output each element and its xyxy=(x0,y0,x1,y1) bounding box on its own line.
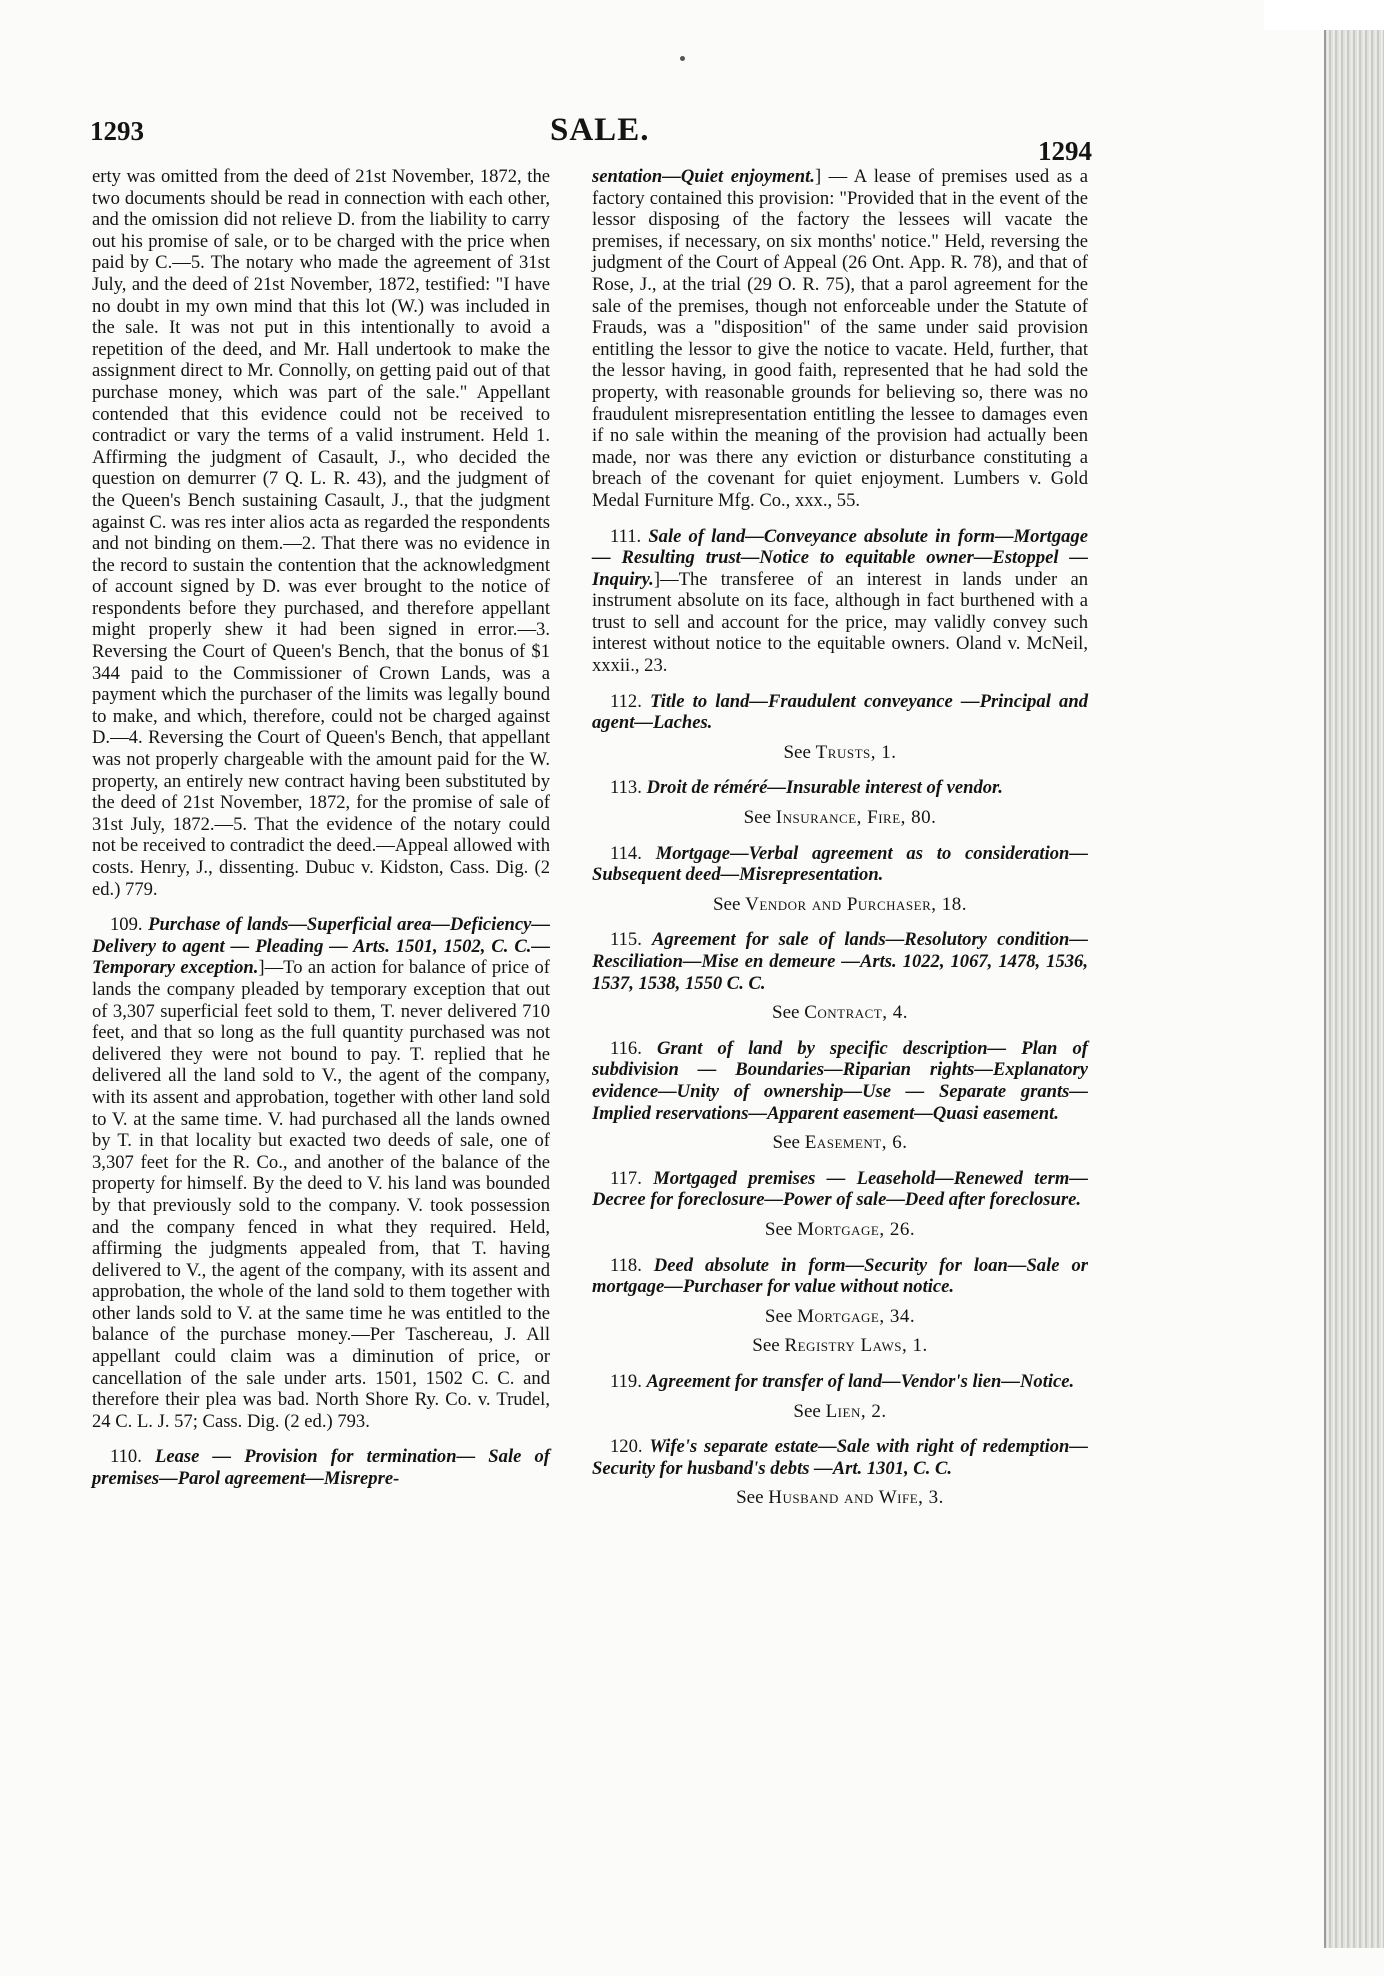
see-prefix: See xyxy=(772,1002,800,1024)
entry-number: 109. xyxy=(110,914,143,936)
entry-112 xyxy=(592,691,1088,734)
cross-reference xyxy=(592,1335,1088,1357)
entry-120 xyxy=(592,1436,1088,1479)
entry-number: 111. xyxy=(610,525,642,547)
entry-heading: Lease — Provision for termination— Sale of premises—Parol agreement—Misrepre- xyxy=(92,1446,550,1490)
entry-114 xyxy=(592,843,1088,886)
ink-speck xyxy=(680,56,685,61)
see-prefix: See xyxy=(764,1305,793,1327)
cross-reference xyxy=(592,1002,1088,1024)
cross-reference xyxy=(592,894,1088,916)
entry-text: ]—To an action for balance of price of lands the company pleaded by temporary exception that out of 3,307 superficial feet sold to them, T. never delivered 710 feet, and that so long as the full quantity purchased was not delivered they were not bound to pay. T. replied that he delivered all the land sold to V., the agent of the company, with its assent and approbation, together with other land sold to V. at the same time. V. had purchased all the lands owned by T. in that locality but exacted two deeds of sale, one of 3,307 feet for the R. Co., and another of the balance of the property for himself. By the deed to V. his land was bounded by that previously sold to the company. V. took possession and the company fenced in what they required. Held, affirming the judgments appealed from, that T. having delivered to V., the agent of the company, with its assent and approbation, the whole of the land sold to them together with other lands sold to V. at the same time he was entitled to the balance of the purchase money.—Per Taschereau, J. All appellant could claim was a diminution of price, or cancellation of the sale under arts. 1501, 1502 C. C. and therefore their plea was bad. North Shore Ry. Co. v. Trudel, 24 C. L. J. 57; Cass. Dig. (2 ed.) 793. xyxy=(92,957,550,1432)
running-head: SALE. xyxy=(550,112,650,148)
entry-113 xyxy=(592,777,1088,799)
see-prefix: See xyxy=(772,1132,800,1154)
entry-heading: Title to land—Fraudulent conveyance —Principal and agent—Laches. xyxy=(592,690,1088,734)
see-prefix: See xyxy=(764,1218,793,1240)
entry-heading: Droit de réméré—Insurable interest of vendor. xyxy=(646,777,1003,799)
see-ref: Easement, 6. xyxy=(804,1132,908,1154)
entry-number: 117. xyxy=(610,1167,642,1189)
entry-heading: Agreement for sale of lands—Resolutory condition—Resciliation—Mise en demeure —Arts. 1022, 1067, 1478, 1536, 1537, 1538, 1550 C. C. xyxy=(592,929,1088,994)
entry-number: 118. xyxy=(610,1254,642,1276)
see-ref: Insurance, Fire, 80. xyxy=(775,807,937,829)
see-prefix: See xyxy=(793,1400,821,1422)
entry-text: ] — A lease of premises used as a factory contained this provision: "Provided that in the event of the lessor disposing of the factory the lessees will vacate the premises, if necessary, on six months' notice." Held, reversing the judgment of the Court of Appeal (26 Ont. App. R. 78), and that of Rose, J., at the trial (29 O. R. 75), that a parol agreement for the sale of the premises, though not enforceable under the Statute of Frauds, was a "disposition" of the same under said provision entitling the lessor to give the notice to vacate. Held, further, that the lessor having, in good faith, represented that he had sold the property, with reasonable grounds for believing so, there was no fraudulent misrepresentation entitling the lessee to damages even if no sale within the meaning of the provision had actually been made, nor was there any eviction or disturbance constituting a breach of the covenant for quiet enjoyment. Lumbers v. Gold Medal Furniture Mfg. Co., xxx., 55. xyxy=(592,166,1088,511)
see-prefix: See xyxy=(752,1335,780,1357)
entry-heading: Sale of land—Conveyance absolute in form—Mortgage — Resulting trust—Notice to equitable owner—Estoppel — Inquiry. xyxy=(592,525,1088,590)
entry-heading: Agreement for transfer of land—Vendor's lien—Notice. xyxy=(646,1370,1075,1392)
entry-text: ]—The transferee of an interest in lands under an instrument absolute on its face, although in fact burthened with a trust to sell and account for the price, may validly convey such interest without notice to the equitable owners. Oland v. McNeil, xxxii., 23. xyxy=(592,568,1088,677)
entry-number: 113. xyxy=(610,777,642,799)
entry-number: 114. xyxy=(610,842,642,864)
see-ref: Trusts, 1. xyxy=(815,741,897,763)
page-header xyxy=(90,112,1092,166)
entry-115 xyxy=(592,929,1088,994)
entry-119 xyxy=(592,1371,1088,1393)
entry-117 xyxy=(592,1168,1088,1211)
page-edge-stack xyxy=(1324,28,1384,1948)
cross-reference xyxy=(592,1401,1088,1423)
entry-number: 119. xyxy=(610,1370,642,1392)
entry-heading: Mortgaged premises — Leasehold—Renewed term—Decree for foreclosure—Power of sale—Deed after foreclosure. xyxy=(592,1167,1088,1211)
entry-108-continuation: erty was omitted from the deed of 21st November, 1872, the two documents should be read in connection with each other, and the omission did not relieve D. from the liability to carry out his promise of sale, or to be charged with the price when paid by C.—5. The notary who made the agreement of 31st July, and the deed of 21st November, 1872, testified: "I have no doubt in my own mind that this lot (W.) was included in the sale. It was not put in this intentionally to avoid a repetition of the deed, and Mr. Hall undertook to make the assignment direct to Mr. Connolly, on getting paid out of that purchase money, which was part of the sale." Appellant contended that this evidence could not be received to contradict or vary the terms of a valid instrument. Held 1. Affirming the judgment of Casault, J., who decided the question on demurrer (7 Q. L. R. 43), and the judgment of the Queen's Bench sustaining Casault, J., that the judgment against C. was res inter alios acta as regarded the respondents and not binding on them.—2. That there was no evidence in the record to sustain the contention that the acknowledgment of account signed by D. was ever brought to the notice of respondents before they purchased, and therefore appellant might properly shew it had been signed in error.—3. Reversing the Court of Queen's Bench, that the bonus of $1 344 paid to the Commissioner of Crown Lands, was a payment which the purchaser of the limits was legally bound to make, and which, therefore, could not be charged against D.—4. Reversing the Court of Queen's Bench, that appellant was not properly chargeable with the amount paid for the W. property, an entirely new contract having been substituted by the deed of 21st November, 1872, for the promise of sale of 31st July, 1872.—5. That the evidence of the notary could not be received to contradict the deed.—Appeal allowed with costs. Henry, J., dissenting. Dubuc v. Kidston, Cass. Dig. (2 ed.) 779. xyxy=(92,166,550,900)
right-column xyxy=(592,166,1088,1509)
page-top-margin xyxy=(1264,0,1384,30)
entry-heading: Mortgage—Verbal agreement as to consideration—Subsequent deed—Misrepresentation. xyxy=(592,842,1088,886)
see-ref: Mortgage, 34. xyxy=(797,1305,916,1327)
see-ref: Husband and Wife, 3. xyxy=(768,1487,944,1509)
left-page-number: 1293 xyxy=(90,116,144,146)
entry-118 xyxy=(592,1255,1088,1298)
cross-reference xyxy=(592,742,1088,764)
see-prefix: See xyxy=(736,1487,764,1509)
see-ref: Registry Laws, 1. xyxy=(784,1335,928,1357)
left-column xyxy=(92,166,550,1490)
cross-reference xyxy=(592,1132,1088,1154)
entry-116 xyxy=(592,1038,1088,1124)
right-page-number: 1294 xyxy=(1038,136,1092,166)
cross-reference xyxy=(592,1487,1088,1509)
see-prefix: See xyxy=(712,893,741,915)
see-ref: Contract, 4. xyxy=(804,1002,908,1024)
entry-number: 120. xyxy=(610,1436,643,1458)
entry-109 xyxy=(92,914,550,1432)
see-ref: Mortgage, 26. xyxy=(797,1218,916,1240)
see-ref: Lien, 2. xyxy=(825,1400,887,1422)
see-ref: Vendor and Purchaser, 18. xyxy=(745,893,967,915)
entry-heading: Deed absolute in form—Security for loan—Sale or mortgage—Purchaser for value without notice. xyxy=(592,1254,1088,1298)
entry-number: 112. xyxy=(610,690,642,712)
entry-heading: sentation—Quiet enjoyment. xyxy=(592,166,815,187)
entry-110-end xyxy=(592,166,1088,512)
cross-reference xyxy=(592,1306,1088,1328)
entry-111 xyxy=(592,526,1088,677)
see-prefix: See xyxy=(743,807,772,829)
cross-reference xyxy=(592,807,1088,829)
cross-reference xyxy=(592,1219,1088,1241)
entry-110-start xyxy=(92,1446,550,1489)
see-prefix: See xyxy=(783,741,811,763)
entry-heading: Grant of land by specific description— Plan of subdivision — Boundaries—Riparian rights—Explanatory evidence—Unity of ownership—Use — Separate grants—Implied reservations—Apparent easement—Quasi easement. xyxy=(592,1037,1088,1124)
entry-number: 116. xyxy=(610,1037,642,1059)
entry-number: 115. xyxy=(610,929,642,951)
entry-heading: Purchase of lands—Superficial area—Deficiency—Delivery to agent — Pleading — Arts. 1501, 1502, C. C.—Temporary exception. xyxy=(92,914,550,979)
entry-number: 110. xyxy=(110,1446,142,1468)
entry-heading: Wife's separate estate—Sale with right of redemption—Security for husband's debts —Art. 1301, C. C. xyxy=(592,1436,1088,1479)
